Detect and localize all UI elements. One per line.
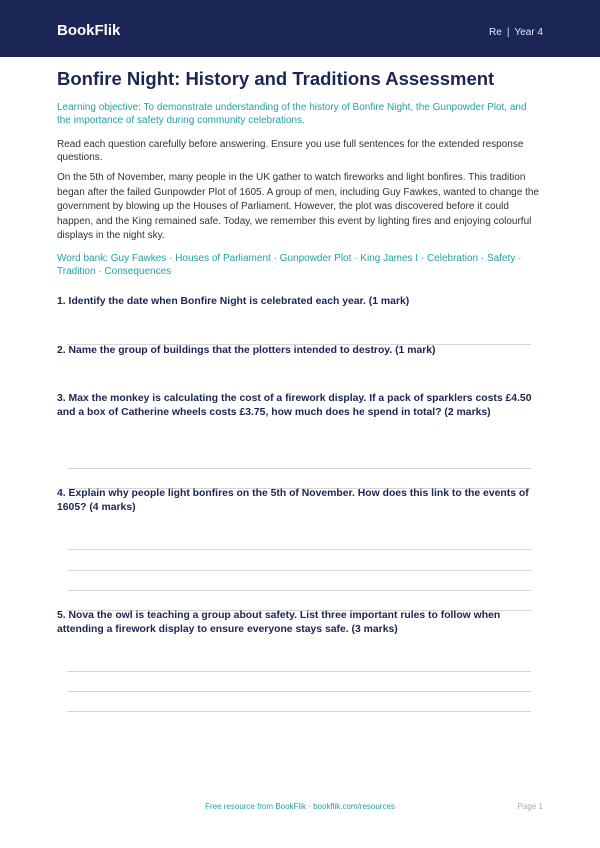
- subject-label: Re: [489, 27, 502, 38]
- page-footer: [0, 802, 600, 814]
- meta-separator: |: [506, 27, 510, 38]
- answer-line[interactable]: [67, 549, 531, 550]
- answer-line[interactable]: [67, 590, 531, 591]
- answer-line[interactable]: [67, 711, 531, 712]
- answer-line[interactable]: [67, 570, 531, 571]
- question-1: 1. Identify the date when Bonfire Night is celebrated each year. (1 mark): [57, 296, 410, 307]
- question-5: 5. Nova the owl is teaching a group about safety. List three important rules to follow when attending a firework display to ensure everyone stays safe. (3 marks): [57, 610, 501, 636]
- year-label: Year 4: [514, 27, 543, 38]
- reading-passage: On the 5th of November, many people in the UK gather to watch fireworks and light bonfires. This tradition began after the failed Gunpowder Plot of 1605. A group of men, including Guy Fawkes, wanted to change the government by blowing up the Houses of Parliament. However, the plot was discovered before it could happen, and the King remained safe. Today, we remember this event by lighting fires and enjoying colourful displays in the night sky.: [57, 172, 539, 242]
- answer-line[interactable]: [67, 468, 531, 469]
- page-header: [0, 0, 600, 57]
- question-2: 2. Name the group of buildings that the plotters intended to destroy. (1 mark): [57, 345, 436, 356]
- header-meta: [489, 27, 543, 39]
- question-4: 4. Explain why people light bonfires on the 5th of November. How does this link to the events of 1605? (4 marks): [57, 488, 529, 514]
- footer-credit-link[interactable]: Free resource from BookFlik · bookflik.com/resources: [205, 802, 395, 811]
- page-number: Page 1: [517, 802, 543, 811]
- learning-objective: Learning objective: To demonstrate understanding of the history of Bonfire Night, the Gunpowder Plot, and the importance of safety during community celebrations.: [57, 102, 527, 126]
- question-3: 3. Max the monkey is calculating the cost of a firework display. If a pack of sparklers costs £4.50 and a box of Catherine wheels costs £3.75, how much does he spend in total? (2 marks): [57, 393, 532, 419]
- instructions: Read each question carefully before answering. Ensure you use full sentences for the extended response questions.: [57, 139, 524, 163]
- answer-line[interactable]: [67, 671, 531, 672]
- answer-line[interactable]: [67, 691, 531, 692]
- brand-logo: BookFlik: [57, 22, 121, 39]
- page-title: Bonfire Night: History and Traditions Assessment: [57, 68, 495, 89]
- word-bank: Word bank: Guy Fawkes · Houses of Parliament · Gunpowder Plot · King James I · Celebration · Safety · Tradition · Consequences: [57, 253, 522, 277]
